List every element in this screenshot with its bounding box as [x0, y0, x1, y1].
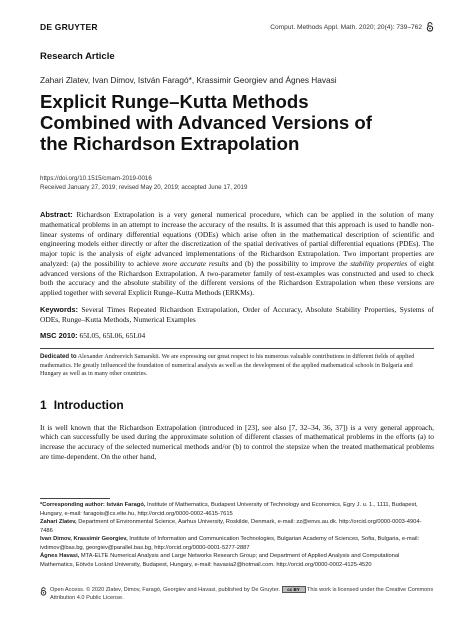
footnote-text: Institute of Information and Communication Technologies, Bulgarian Academy of Sciences, Sofia, Bulgaria, e-mail: ivdimov@bas.bg, georgiev@parallel.bas.bg, http://orcid.org/0000-0001-5277-2887: [40, 536, 420, 551]
title-line: Combined with Advanced Versions of: [40, 112, 372, 133]
section-heading: [40, 398, 434, 412]
license-terms: This work is licensed under the Creative Commons Attribution 4.0 Public License.: [50, 586, 434, 601]
abstract-emphasis: eight: [136, 249, 152, 259]
license-text: [50, 586, 434, 602]
footnote: [40, 552, 434, 569]
footnote: [40, 501, 434, 518]
footnotes: [40, 501, 434, 569]
author-list: Zahari Zlatev, Ivan Dimov, István Faragó*, Krassimir Georgiev and Ágnes Havasi: [40, 75, 337, 85]
article-history: Received January 27, 2019; revised May 20, 2019; accepted June 17, 2019: [40, 183, 248, 191]
title-line: Explicit Runge–Kutta Methods: [40, 91, 309, 112]
publisher-name: DE GRUYTER: [40, 22, 98, 32]
abstract-text: of eight advanced versions of the Richardson Extrapolation. A two-parameter family of test-examples was constructed and used to check both the accuracy and the absolute stability of the different versions of the Richardson Extrapolation when these versions are applied together with several Explicit Runge–Kutta Methods (ERKMs).: [40, 258, 435, 298]
footnote-text: Institute of Mathematics, Budapest University of Technology and Economics, Egry J. u. 1., 1111, Budapest, Hungary, e-mail: faragois@cs.elte.hu, http://orcid.org/0000-0002-4615-7615: [40, 502, 418, 517]
doi-link[interactable]: https://doi.org/10.1515/cmam-2019-0016: [40, 175, 152, 182]
open-access-icon: [426, 22, 434, 32]
abstract-label: Abstract:: [40, 210, 73, 220]
footnote-text: MTA-ELTE Numerical Analysis and Large Networks Research Group; and Department of Applied Analysis and Computational Mathematics, Eötvös Loránd University, Budapest, Hungary, e-mail: havasia2@hotmail.com. http://orcid.org/0000-0002-4125-4520: [40, 553, 400, 568]
abstract: [40, 210, 434, 298]
footnote: [40, 535, 434, 552]
abstract-text: and (b) the possibility to improve: [231, 258, 336, 268]
license-statement: Open Access. © 2020 Zlatev, Dimov, Faragó, Georgiev and Havasi, published by De Gruyter.: [50, 586, 280, 593]
cc-by-icon[interactable]: cc BY: [282, 586, 306, 593]
msc-classification: [40, 331, 434, 340]
article-title: [40, 91, 434, 154]
open-access-icon: [40, 587, 47, 596]
article-type: Research Article: [40, 51, 115, 62]
section-title: Introduction: [53, 397, 124, 412]
article-meta: [40, 175, 434, 192]
keywords: [40, 305, 434, 325]
abstract-emphasis: the stability properties: [338, 258, 408, 268]
abstract-text: Richardson Extrapolation is a very general numerical procedure, which can be applied in the solution of many mathematical problems in an attempt to increase the accuracy of the results. It is assumed that this approach is used to handle non-linear systems of ordinary differential equations (ODEs) which arise often in the mathematical description of scientific and engineering models either directly or after the discretization of the spatial derivatives of partial differential equations (PDEs). The major topic is the analysis of: [40, 210, 435, 259]
divider: [40, 348, 434, 349]
footnote-label: Zahari Zlatev,: [40, 519, 77, 525]
page-header: [40, 0, 434, 32]
footnote-text: Department of Environmental Science, Aarhus University, Roskilde, Denmark, e-mail: zz@envs.au.dk. http://orcid.org/0000-0003-4904-7486: [40, 519, 422, 534]
keywords-text: Several Times Repeated Richardson Extrapolation, Order of Accuracy, Absolute Stability Properties, Systems of ODEs, Runge–Kutta Methods, Numerical Examples: [40, 304, 434, 324]
introduction-text: It is well known that the Richardson Extrapolation (introduced in [23], see also [7, 32–34, 36, 37]) is a very general approach, which can successfully be used during the approximate solution of different classes of mathematical problems in the efforts (a) to increase the accuracy of the selected numerical methods and/or (b) to control the stepsize when the treated mathematical problems are time-dependent. On the other hand,: [40, 422, 434, 461]
dedication: [40, 353, 434, 377]
abstract-emphasis: more accurate results: [162, 258, 229, 268]
footnote: [40, 518, 434, 535]
footnote-divider: [40, 498, 110, 499]
footnote-label: Ivan Dimov, Krassimir Georgiev,: [40, 536, 128, 542]
dedication-text: Alexander Andreevich Samarskii. We are expressing our great respect to his numerous valuable contributions in different fields of applied mathematics. He greatly influenced the foundation of numerical analysis as well as the development of the applied mathematical schools in Bulgaria and Hungary as well as in many other countries.: [40, 354, 415, 377]
msc-label: MSC 2010:: [40, 331, 78, 341]
journal-citation: Comput. Methods Appl. Math. 2020; 20(4): 739–762: [270, 23, 422, 31]
keywords-label: Keywords:: [40, 304, 79, 314]
section-number: 1: [40, 397, 47, 412]
abstract-text: advanced implementations of the Richardson Extrapolation. Two important properties are analyzed: (a) the possibility to achieve: [40, 249, 435, 268]
license-notice: [40, 586, 434, 602]
footnote-label: Ágnes Havasi,: [40, 553, 80, 559]
msc-codes: 65L05, 65L06, 65L04: [79, 331, 146, 341]
footnote-label: *Corresponding author: István Faragó,: [40, 502, 146, 508]
title-line: the Richardson Extrapolation: [40, 133, 300, 154]
dedication-label: Dedicated to: [40, 353, 77, 361]
journal-reference: [270, 22, 434, 32]
